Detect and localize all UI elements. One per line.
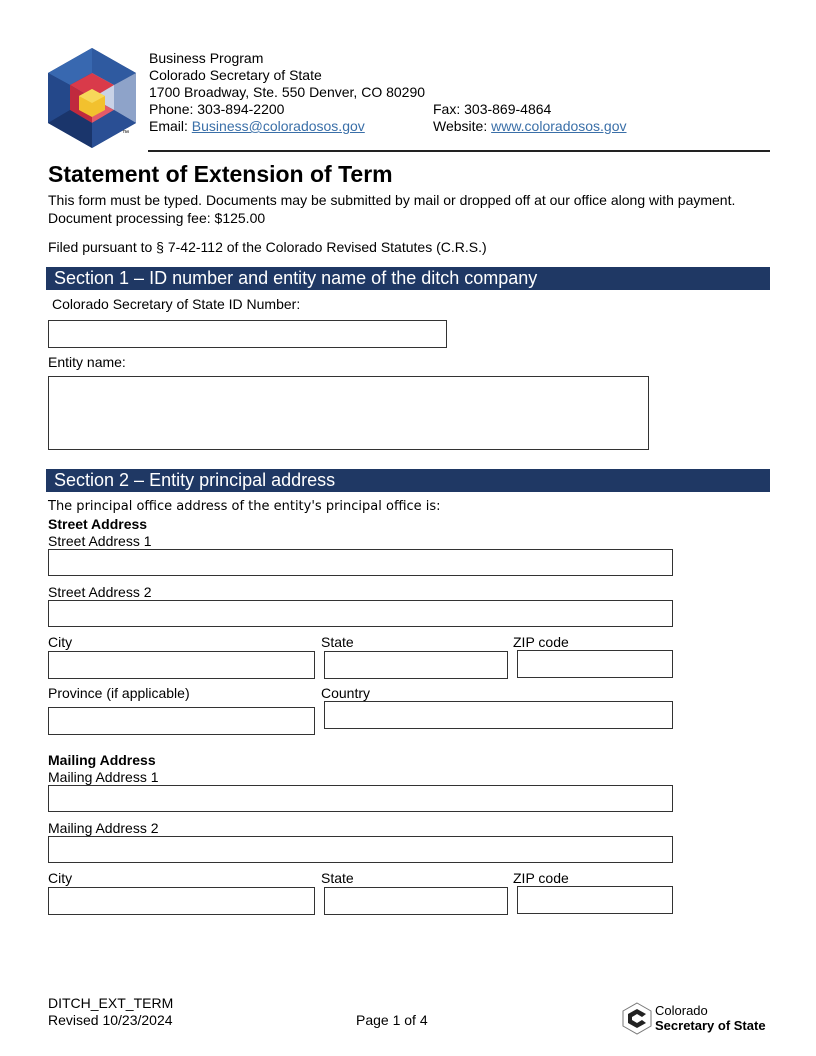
org-email	[149, 118, 365, 135]
street-address-2-label: Street Address 2	[48, 584, 152, 600]
entity-name-label: Entity name:	[48, 354, 126, 370]
mailing-state-label: State	[321, 870, 354, 886]
org-address: 1700 Broadway, Ste. 550 Denver, CO 80290	[149, 84, 426, 100]
mailing-address-2-label: Mailing Address 2	[48, 820, 159, 836]
mailing-zip-field[interactable]	[517, 886, 673, 914]
org-website	[433, 118, 627, 135]
mailing-state-field[interactable]	[324, 887, 508, 915]
org-phone: Phone: 303-894-2200	[149, 101, 285, 117]
state-label: State	[321, 634, 354, 650]
mailing-city-field[interactable]	[48, 887, 315, 915]
hexagon-cube-icon	[622, 1002, 652, 1035]
footer-logo-line2: Secretary of State	[655, 1018, 766, 1033]
header-divider	[148, 150, 770, 152]
footer-logo-line1: Colorado	[655, 1003, 708, 1018]
street-address-1-field[interactable]	[48, 549, 673, 576]
mailing-address-1-field[interactable]	[48, 785, 673, 812]
country-field[interactable]	[324, 701, 673, 729]
state-field[interactable]	[324, 651, 508, 679]
page-number: Page 1 of 4	[356, 1012, 428, 1028]
section1-header: Section 1 – ID number and entity name of the ditch company	[46, 267, 770, 290]
page-title: Statement of Extension of Term	[48, 161, 393, 187]
website-link[interactable]: www.coloradosos.gov	[491, 118, 627, 134]
zip-label: ZIP code	[513, 634, 569, 650]
mailing-address-2-field[interactable]	[48, 836, 673, 863]
colorado-sos-logo	[46, 46, 138, 150]
zip-field[interactable]	[517, 650, 673, 678]
mailing-address-1-label: Mailing Address 1	[48, 769, 159, 785]
city-label: City	[48, 634, 73, 650]
org-fax: Fax: 303-869-4864	[433, 101, 552, 117]
province-field[interactable]	[48, 707, 315, 735]
footer-logo	[622, 1002, 772, 1036]
org-program: Business Program	[149, 50, 264, 66]
mailing-city-label: City	[48, 870, 73, 886]
city-field[interactable]	[48, 651, 315, 679]
email-prefix: Email:	[149, 118, 192, 134]
section2-header: Section 2 – Entity principal address	[46, 469, 770, 492]
street-address-2-field[interactable]	[48, 600, 673, 627]
org-name: Colorado Secretary of State	[149, 67, 322, 83]
form-code: DITCH_EXT_TERM	[48, 995, 174, 1011]
id-number-label: Colorado Secretary of State ID Number:	[52, 296, 301, 312]
country-label: Country	[321, 685, 371, 701]
revised-date: Revised 10/23/2024	[48, 1012, 173, 1028]
form-intro: This form must be typed. Documents may be submitted by mail or dropped off at our office along with payment. Document processing fee: $125.00	[48, 192, 736, 226]
entity-name-field[interactable]	[48, 376, 649, 450]
id-number-field[interactable]	[48, 320, 447, 348]
principal-office-note: The principal office address of the entity's principal office is:	[48, 499, 441, 514]
province-label: Province (if applicable)	[48, 685, 190, 701]
form-statute: Filed pursuant to § 7-42-112 of the Colorado Revised Statutes (C.R.S.)	[48, 239, 487, 255]
street-address-1-label: Street Address 1	[48, 533, 152, 549]
mailing-zip-label: ZIP code	[513, 870, 569, 886]
website-prefix: Website:	[433, 118, 492, 134]
email-link[interactable]: Business@coloradosos.gov	[191, 118, 365, 134]
mailing-address-heading: Mailing Address	[48, 752, 156, 768]
trademark-mark: ™	[122, 130, 129, 137]
street-address-heading: Street Address	[48, 516, 148, 532]
